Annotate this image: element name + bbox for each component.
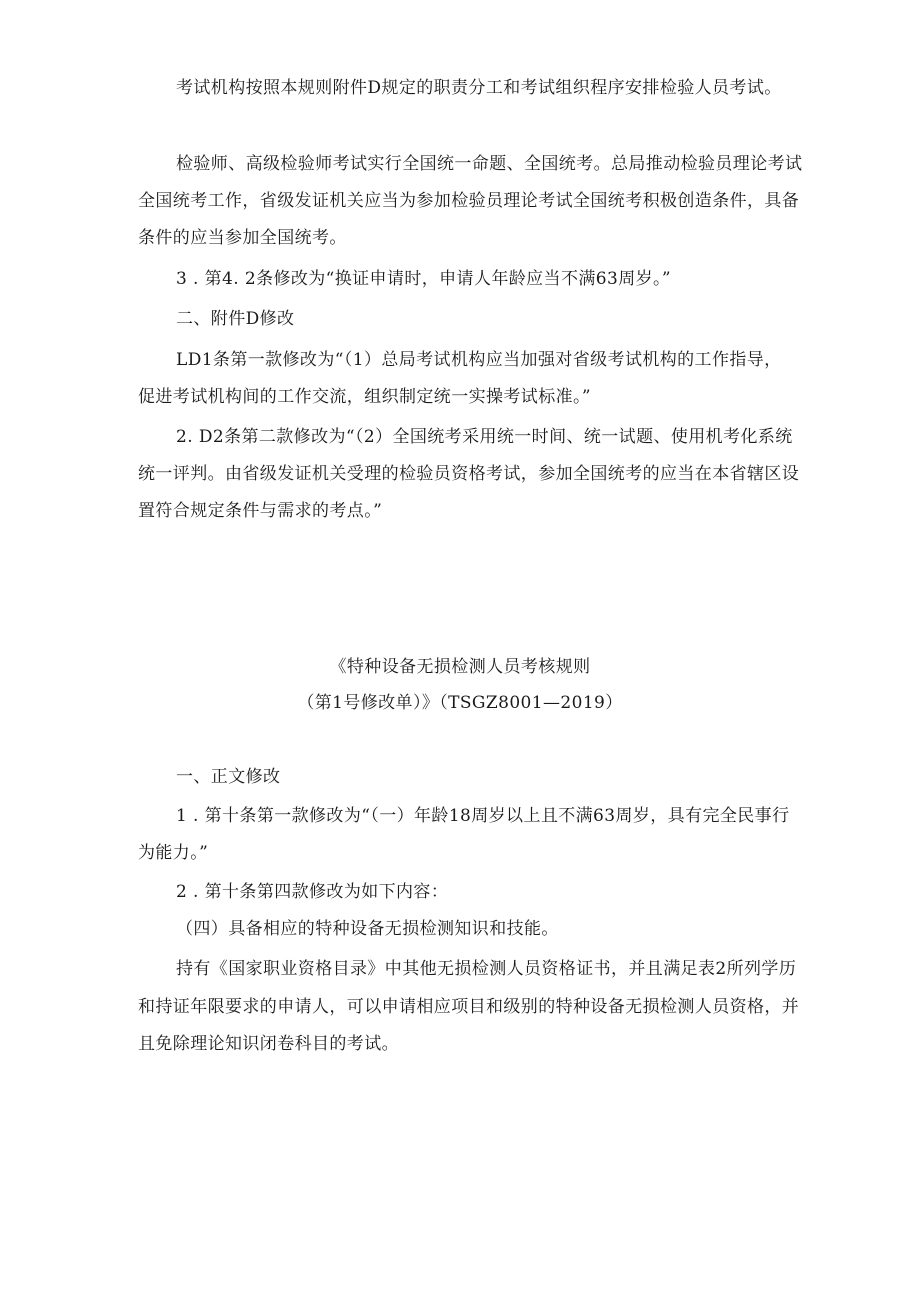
item-1-line-2: 为能力。” [138,843,209,863]
paragraph-national-exam-line-1: 检验师、高级检验师考试实行全国统一命题、全国统考。总局推动检验员理论考试 [176,154,803,174]
heading-appendix-d: 二、附件D修改 [176,309,295,329]
item-d2-line-3: 置符合规定条件与需求的考点。” [138,501,383,521]
paragraph-exemption-line-2: 和持证年限要求的申请人，可以申请相应项目和级别的特种设备无损检测人员资格，并 [138,997,800,1017]
item-1-line-1: 1 . 第十条第一款修改为“（一）年龄18周岁以上且不满63周岁，具有完全民事行 [176,806,790,826]
document-title: 《特种设备无损检测人员考核规则 [329,657,591,677]
heading-main-text: 一、正文修改 [176,767,281,787]
document-subtitle: （第1号修改单）》（TSGZ8001—2019） [297,693,623,713]
item-d2-line-2: 统一评判。由省级发证机关受理的检验员资格考试，参加全国统考的应当在本省辖区设 [138,464,800,484]
paragraph-exam-arrangement: 考试机构按照本规则附件D规定的职责分工和考试组织程序安排检验人员考试。 [176,78,782,98]
paragraph-exemption-line-3: 且免除理论知识闭卷科目的考试。 [138,1034,399,1054]
paragraph-national-exam-line-3: 条件的应当参加全国统考。 [138,228,347,248]
item-d1-line-2: 促进考试机构间的工作交流，组织制定统一实操考试标准。” [138,387,591,407]
paragraph-exemption-line-1: 持有《国家职业资格目录》中其他无损检测人员资格证书，并且满足表2所列学历 [176,959,797,979]
item-2-content: （四）具备相应的特种设备无损检测知识和技能。 [176,919,559,939]
item-d2-line-1: 2. D2条第二款修改为“（2）全国统考采用统一时间、统一试题、使用机考化系统 [176,427,793,447]
item-3-age-limit: 3 . 第4. 2条修改为“换证申请时，申请人年龄应当不满63周岁。” [176,269,671,289]
paragraph-national-exam-line-2: 全国统考工作，省级发证机关应当为参加检验员理论考试全国统考积极创造条件，具备 [138,191,800,211]
item-2: 2 . 第十条第四款修改为如下内容： [176,882,449,902]
item-d1-line-1: LD1条第一款修改为“（1）总局考试机构应当加强对省级考试机构的工作指导， [176,350,782,370]
